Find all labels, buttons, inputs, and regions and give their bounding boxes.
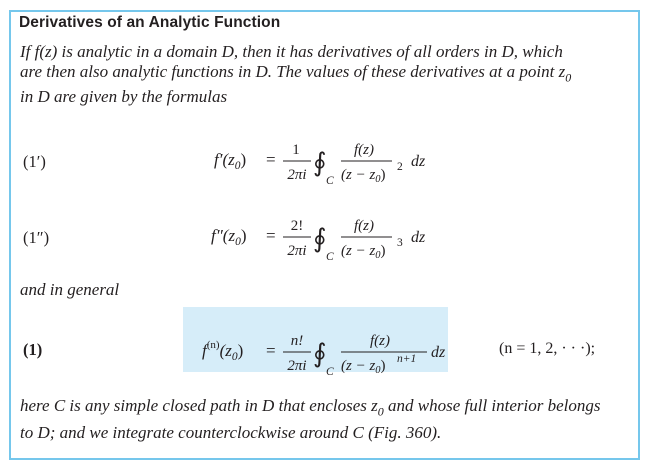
integrand-numerator: f(z) — [370, 333, 390, 349]
equals-sign: = — [266, 341, 276, 360]
outro-line-2: to D; and we integrate counterclockwise around C (Fig. 360). — [20, 423, 442, 443]
coefficient-numerator: 2! — [290, 218, 304, 234]
intro-line-2: are then also analytic functions in D. The values of these derivatives at a point $z_0$ — [20, 62, 572, 85]
contour-label: C — [326, 175, 334, 187]
coefficient-numerator: 1 — [292, 142, 300, 158]
equals-sign: = — [266, 150, 276, 169]
differential: dz — [411, 153, 426, 170]
contour-integral-icon: ∮ — [313, 224, 327, 253]
integrand-denominator: $(z - z_0)$ — [341, 243, 386, 261]
subscript-zero: 0 — [565, 70, 572, 85]
denominator-power: 2 — [397, 161, 403, 173]
formula-svg — [0, 210, 653, 290]
section-title: Derivatives of an Analytic Function — [19, 14, 281, 31]
outro-paragraph — [20, 395, 630, 443]
outro-line-1: here C is any simple closed path in D that encloses $z_0$ and whose full interior belongs — [20, 396, 601, 419]
coefficient-numerator: n! — [290, 333, 304, 349]
coefficient-denominator: 2πi — [287, 167, 307, 183]
contour-integral-icon: ∮ — [313, 339, 327, 368]
integrand-denominator: $(z - z_0)$ — [341, 358, 386, 376]
equation-label-1: (1) — [23, 340, 43, 359]
coefficient-denominator: 2πi — [287, 358, 307, 374]
formula-first-derivative — [0, 135, 653, 215]
equals-sign: = — [266, 226, 276, 245]
lhs-function: $f'(z_0)$ — [214, 150, 247, 172]
intro-line-3: in D are given by the formulas — [20, 87, 228, 107]
formula-nth-derivative — [0, 320, 653, 400]
index-condition: (n = 1, 2, · · ·); — [499, 340, 596, 357]
lhs-function: $f''(z_0)$ — [211, 226, 247, 248]
coefficient-denominator: 2πi — [287, 243, 307, 259]
contour-integral-icon: ∮ — [313, 148, 327, 177]
integrand-numerator: f(z) — [354, 218, 374, 234]
formula-svg — [0, 135, 653, 215]
denominator-power: n+1 — [397, 353, 417, 365]
intro-paragraph — [20, 42, 620, 107]
lhs-function: $f^{(n)}(z_0)$ — [202, 339, 244, 363]
differential: dz — [431, 344, 446, 361]
formula-svg — [0, 320, 653, 400]
differential: dz — [411, 229, 426, 246]
integrand-denominator: $(z - z_0)$ — [341, 167, 386, 185]
integrand-numerator: f(z) — [354, 142, 374, 158]
formula-second-derivative — [0, 210, 653, 290]
equation-label-1-double-prime: (1″) — [23, 228, 50, 247]
denominator-power: 3 — [397, 237, 403, 249]
contour-label: C — [326, 251, 334, 263]
and-in-general-text: and in general — [20, 280, 120, 299]
contour-label: C — [326, 366, 334, 378]
intro-line-1: If f(z) is analytic in a domain D, then it has derivatives of all orders in D, which — [20, 42, 563, 61]
subscript-zero: 0 — [377, 404, 384, 419]
equation-label-1-prime: (1′) — [23, 152, 46, 171]
